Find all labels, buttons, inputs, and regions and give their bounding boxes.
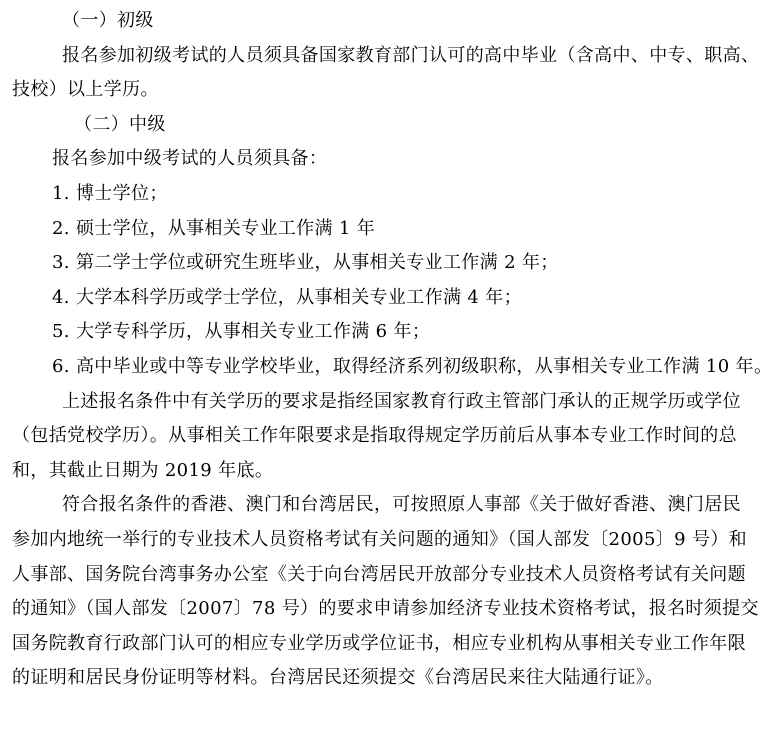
list-item: 5. 大学专科学历，从事相关专业工作满 6 年； — [52, 321, 431, 343]
paragraph-line: 的证明和居民身份证明等材料。台湾居民还须提交《台湾居民来往大陆通行证》。 — [12, 667, 664, 689]
list-item: 3. 第二学士学位或研究生班毕业，从事相关专业工作满 2 年； — [52, 252, 559, 274]
paragraph-line: 人事部、国务院台湾事务办公室《关于向台湾居民开放部分专业技术人员资格考试有关问题 — [12, 563, 746, 585]
paragraph-line: （包括党校学历）。从事相关工作年限要求是指取得规定学历前后从事本专业工作时间的总 — [12, 425, 737, 447]
list-item: 1. 博士学位； — [52, 182, 168, 204]
list-item: 4. 大学本科学历或学士学位，从事相关专业工作满 4 年； — [52, 286, 522, 308]
section-heading-intermediate: （二）中级 — [74, 113, 166, 135]
paragraph-line: 参加内地统一举行的专业技术人员资格考试有关问题的通知》（国人部发〔2005〕9 号）和 — [12, 528, 748, 550]
paragraph-line: 符合报名条件的香港、澳门和台湾居民，可按照原人事部《关于做好香港、澳门居民 — [62, 494, 741, 516]
paragraph-line: 的通知》（国人部发〔2007〕78 号）的要求申请参加经济专业技术资格考试，报名时须提交 — [12, 598, 759, 620]
paragraph-line: 和，其截止日期为 2019 年底。 — [12, 459, 274, 481]
section-heading-basic: （一）初级 — [62, 10, 154, 31]
list-item: 2. 硕士学位，从事相关专业工作满 1 年 — [52, 217, 376, 239]
paragraph-line: 上述报名条件中有关学历的要求是指经国家教育行政主管部门承认的正规学历或学位 — [62, 390, 741, 412]
paragraph-line: 国务院教育行政部门认可的相应专业学历或学位证书，相应专业机构从事相关专业工作年限 — [12, 632, 746, 654]
paragraph-line: 报名参加初级考试的人员须具备国家教育部门认可的高中毕业（含高中、中专、职高、 — [62, 44, 760, 66]
paragraph-line: 技校）以上学历。 — [12, 79, 159, 101]
list-item: 6. 高中毕业或中等专业学校毕业，取得经济系列初级职称，从事相关专业工作满 10 年。 — [52, 355, 773, 377]
paragraph-line: 报名参加中级考试的人员须具备： — [52, 148, 328, 170]
